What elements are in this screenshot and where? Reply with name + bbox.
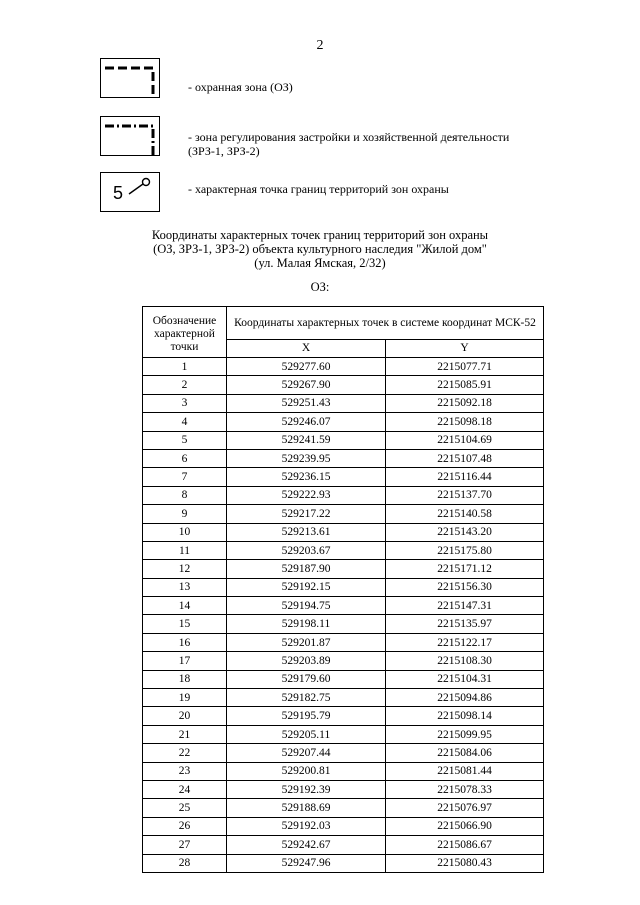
table-row	[143, 817, 544, 835]
point-number-cell: 21	[143, 725, 227, 743]
y-coordinate-cell: 2215098.14	[386, 707, 544, 725]
table-row	[143, 799, 544, 817]
x-coordinate-cell: 529251.43	[227, 394, 386, 412]
point-number-cell: 23	[143, 762, 227, 780]
table-row	[143, 449, 544, 467]
table-row	[143, 431, 544, 449]
point-number-cell: 22	[143, 744, 227, 762]
legend-text-zrz	[188, 130, 509, 158]
table-row	[143, 597, 544, 615]
line-dashed-icon	[101, 59, 161, 99]
y-coordinate-cell: 2215094.86	[386, 689, 544, 707]
point-number-cell: 17	[143, 652, 227, 670]
point-number-cell: 11	[143, 541, 227, 559]
page-number: 2	[316, 38, 324, 53]
y-coordinate-cell: 2215147.31	[386, 597, 544, 615]
point-number-cell: 13	[143, 578, 227, 596]
point-number-cell: 18	[143, 670, 227, 688]
y-coordinate-cell: 2215108.30	[386, 652, 544, 670]
y-coordinate-cell: 2215099.95	[386, 725, 544, 743]
y-coordinate-cell: 2215175.80	[386, 541, 544, 559]
point-number-cell: 5	[143, 431, 227, 449]
x-coordinate-cell: 529188.69	[227, 799, 386, 817]
point-marker-icon	[101, 173, 161, 213]
legend-symbol-box	[100, 172, 160, 212]
legend-text-oz: - охранная зона (ОЗ)	[188, 80, 293, 94]
point-number-cell: 8	[143, 486, 227, 504]
y-coordinate-cell: 2215077.71	[386, 358, 544, 376]
y-coordinate-cell: 2215171.12	[386, 560, 544, 578]
y-coordinate-cell: 2215066.90	[386, 817, 544, 835]
point-number-cell: 1	[143, 358, 227, 376]
table-row	[143, 394, 544, 412]
table-row	[143, 541, 544, 559]
y-coordinate-cell: 2215116.44	[386, 468, 544, 486]
y-coordinate-cell: 2215104.69	[386, 431, 544, 449]
heading-line-3: (ул. Малая Ямская, 2/32)	[254, 256, 386, 270]
x-coordinate-cell: 529203.89	[227, 652, 386, 670]
y-coordinate-cell: 2215140.58	[386, 505, 544, 523]
y-coordinate-cell: 2215104.31	[386, 670, 544, 688]
table-row	[143, 505, 544, 523]
x-coordinate-cell: 529187.90	[227, 560, 386, 578]
line-dashdot-icon	[101, 117, 161, 157]
point-number-cell: 26	[143, 817, 227, 835]
point-number-cell: 20	[143, 707, 227, 725]
point-marker-label: 5	[113, 183, 124, 203]
legend-item-point	[100, 172, 580, 218]
table-row	[143, 780, 544, 798]
table-row	[143, 376, 544, 394]
x-coordinate-cell: 529179.60	[227, 670, 386, 688]
x-coordinate-cell: 529182.75	[227, 689, 386, 707]
point-number-cell: 16	[143, 633, 227, 651]
heading-line-1: Координаты характерных точек границ территорий зон охраны	[151, 228, 489, 242]
x-coordinate-cell: 529192.15	[227, 578, 386, 596]
y-coordinate-cell: 2215135.97	[386, 615, 544, 633]
heading-line-2: (ОЗ, ЗРЗ-1, ЗРЗ-2) объекта культурного наследия "Жилой дом"	[153, 242, 487, 256]
table-row	[143, 762, 544, 780]
y-coordinate-cell: 2215156.30	[386, 578, 544, 596]
y-coordinate-cell: 2215085.91	[386, 376, 544, 394]
y-coordinate-cell: 2215122.17	[386, 633, 544, 651]
x-coordinate-cell: 529192.39	[227, 780, 386, 798]
point-number-cell: 19	[143, 689, 227, 707]
table-row	[143, 652, 544, 670]
table-row	[143, 689, 544, 707]
x-coordinate-cell: 529198.11	[227, 615, 386, 633]
point-number-cell: 10	[143, 523, 227, 541]
point-number-cell: 12	[143, 560, 227, 578]
point-number-cell: 15	[143, 615, 227, 633]
y-coordinate-cell: 2215092.18	[386, 394, 544, 412]
coordinates-header: Координаты характерных точек в системе координат МСК-52	[227, 307, 544, 340]
section-label: ОЗ:	[310, 280, 330, 294]
table-row	[143, 744, 544, 762]
y-coordinate-cell: 2215107.48	[386, 449, 544, 467]
x-coordinate-cell: 529247.96	[227, 854, 386, 872]
x-coordinate-cell: 529203.67	[227, 541, 386, 559]
table-row	[143, 670, 544, 688]
y-coordinate-cell: 2215137.70	[386, 486, 544, 504]
point-number-cell: 6	[143, 449, 227, 467]
y-coordinate-cell: 2215081.44	[386, 762, 544, 780]
x-coordinate-cell: 529200.81	[227, 762, 386, 780]
y-coordinate-cell: 2215098.18	[386, 413, 544, 431]
x-coordinate-cell: 529205.11	[227, 725, 386, 743]
point-label-header: Обозначение характерной точки	[143, 307, 227, 358]
table-row	[143, 523, 544, 541]
table-body	[143, 358, 544, 873]
point-number-cell: 4	[143, 413, 227, 431]
point-number-cell: 25	[143, 799, 227, 817]
table-row	[143, 707, 544, 725]
table-row	[143, 486, 544, 504]
y-coordinate-cell: 2215084.06	[386, 744, 544, 762]
y-header: Y	[386, 340, 544, 358]
table-row	[143, 836, 544, 854]
legend-text-zrz-line1: - зона регулирования застройки и хозяйственной деятельности	[188, 130, 510, 144]
point-number-cell: 28	[143, 854, 227, 872]
table-row	[143, 578, 544, 596]
x-coordinate-cell: 529192.03	[227, 817, 386, 835]
legend-text-zrz-line2: (ЗРЗ-1, ЗРЗ-2)	[188, 144, 260, 158]
table-header-row	[143, 307, 544, 340]
coordinates-table	[142, 306, 544, 873]
legend-item-zrz	[100, 116, 580, 162]
x-header: X	[227, 340, 386, 358]
x-coordinate-cell: 529213.61	[227, 523, 386, 541]
x-coordinate-cell: 529236.15	[227, 468, 386, 486]
legend-item-oz	[100, 58, 580, 104]
point-number-cell: 7	[143, 468, 227, 486]
x-coordinate-cell: 529195.79	[227, 707, 386, 725]
y-coordinate-cell: 2215086.67	[386, 836, 544, 854]
table-row	[143, 413, 544, 431]
x-coordinate-cell: 529267.90	[227, 376, 386, 394]
table-row	[143, 725, 544, 743]
table-row	[143, 633, 544, 651]
y-coordinate-cell: 2215078.33	[386, 780, 544, 798]
table-row	[143, 358, 544, 376]
point-number-cell: 3	[143, 394, 227, 412]
x-coordinate-cell: 529201.87	[227, 633, 386, 651]
x-coordinate-cell: 529277.60	[227, 358, 386, 376]
table-row	[143, 560, 544, 578]
legend-symbol-box	[100, 116, 160, 156]
table-row	[143, 615, 544, 633]
x-coordinate-cell: 529246.07	[227, 413, 386, 431]
table-row	[143, 468, 544, 486]
y-coordinate-cell: 2215143.20	[386, 523, 544, 541]
x-coordinate-cell: 529207.44	[227, 744, 386, 762]
x-coordinate-cell: 529217.22	[227, 505, 386, 523]
y-coordinate-cell: 2215080.43	[386, 854, 544, 872]
point-number-cell: 27	[143, 836, 227, 854]
point-number-cell: 2	[143, 376, 227, 394]
point-number-cell: 24	[143, 780, 227, 798]
x-coordinate-cell: 529241.59	[227, 431, 386, 449]
legend-symbol-box	[100, 58, 160, 98]
x-coordinate-cell: 529194.75	[227, 597, 386, 615]
table-row	[143, 854, 544, 872]
point-number-cell: 14	[143, 597, 227, 615]
point-number-cell: 9	[143, 505, 227, 523]
legend-text-point: - характерная точка границ территорий зон охраны	[188, 182, 449, 196]
x-coordinate-cell: 529239.95	[227, 449, 386, 467]
y-coordinate-cell: 2215076.97	[386, 799, 544, 817]
x-coordinate-cell: 529242.67	[227, 836, 386, 854]
x-coordinate-cell: 529222.93	[227, 486, 386, 504]
